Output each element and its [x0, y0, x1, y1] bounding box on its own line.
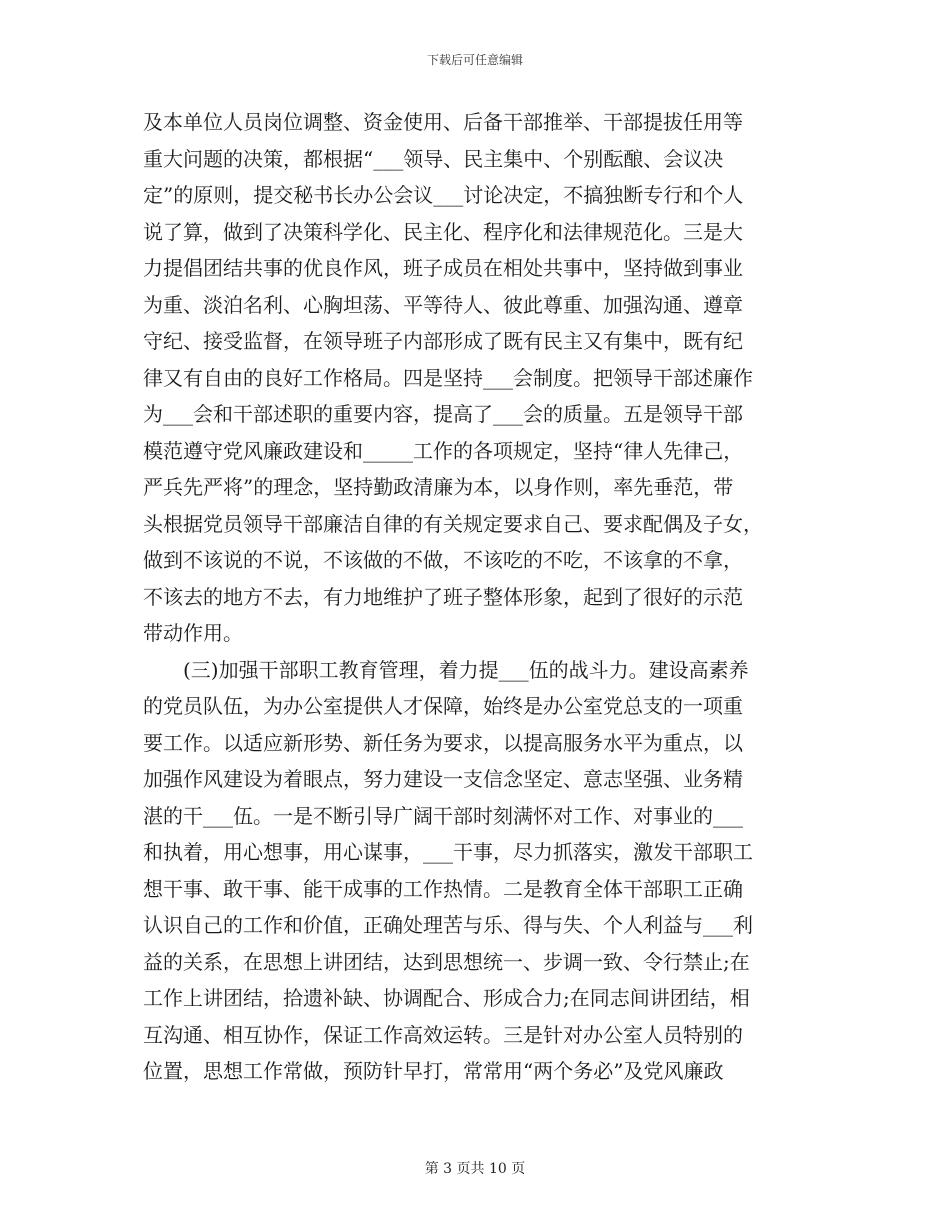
- text-line: 重大问题的决策，都根据“___领导、民主集中、个别酝酿、会议决: [143, 146, 724, 171]
- text-line: 要工作。以适应新形势、新任务为要求，以提高服务水平为重点，以: [143, 730, 743, 755]
- text-line: 模范遵守党风廉政建设和_____工作的各项规定，坚持“律人先律己，: [143, 438, 744, 463]
- text-line: 定”的原则，提交秘书长办公会议___讨论决定，不搞独断专行和个人: [143, 183, 744, 207]
- text-line: 加强作风建设为着眼点，努力建设一支信念坚定、意志坚强、业务精: [143, 767, 743, 791]
- text-line: 说了算，做到了决策科学化、民主化、程序化和法律规范化。三是大: [143, 219, 743, 244]
- text-line: 想干事、敢干事、能干成事的工作热情。二是教育全体干部职工正确: [143, 876, 743, 901]
- text-line: 湛的干___伍。一是不断引导广阔干部时刻满怀对工作、对事业的___: [143, 803, 743, 828]
- text-line: 互沟通、相互协作，保证工作高效运转。三是针对办公室人员特别的: [143, 1022, 743, 1047]
- text-line: 的党员队伍，为办公室提供人才保障，始终是办公室党总支的一项重: [143, 694, 743, 718]
- paragraph-start-line: (三)加强干部职工教育管理，着力提___伍的战斗力。建设高素养: [143, 657, 749, 682]
- text-line: 益的关系，在思想上讲团结，达到思想统一、步调一致、令行禁止;在: [143, 949, 750, 974]
- text-line: 头根据党员领导干部廉洁自律的有关规定要求自己、要求配偶及子女，: [143, 511, 763, 536]
- text-line: 带动作用。: [143, 621, 243, 645]
- text-line: 位置，思想工作常做，预防针早打，常常用“两个务必”及党风廉政: [143, 1059, 724, 1083]
- text-line: 及本单位人员岗位调整、资金使用、后备干部推举、干部提拔任用等: [143, 110, 743, 134]
- text-line: 做到不该说的不说，不该做的不做，不该吃的不吃，不该拿的不拿，: [143, 548, 743, 572]
- document-body: [143, 104, 793, 1090]
- text-line: 力提倡团结共事的优良作风，班子成员在相处共事中，坚持做到事业: [143, 256, 743, 280]
- text-line: 认识自己的工作和价值，正确处理苦与乐、得与失、个人利益与___利: [143, 913, 753, 937]
- text-line: 为___会和干部述职的重要内容，提高了___会的质量。五是领导干部: [143, 402, 743, 426]
- text-line: 为重、淡泊名利、心胸坦荡、平等待人、彼此尊重、加强沟通、遵章: [143, 292, 743, 317]
- text-line: 和执着，用心想事，用心谋事，___干事，尽力抓落实，激发干部职工: [143, 840, 753, 864]
- text-line: 严兵先严将”的理念，坚持勤政清廉为本，以身作则，率先垂范，带: [143, 475, 734, 499]
- page-header: 下载后可任意编辑: [426, 53, 523, 67]
- text-line: 守纪、接受监督，在领导班子内部形成了既有民主又有集中，既有纪: [143, 329, 743, 353]
- text-line: 律又有自由的良好工作格局。四是坚持___会制度。把领导干部述廉作: [143, 365, 753, 390]
- page-footer: 第 3 页共 10 页: [424, 1161, 526, 1177]
- text-line: 不该去的地方不去，有力地维护了班子整体形象，起到了很好的示范: [143, 584, 743, 609]
- text-line: 工作上讲团结，拾遗补缺、协调配合、形成合力;在同志间讲团结，相: [143, 986, 750, 1010]
